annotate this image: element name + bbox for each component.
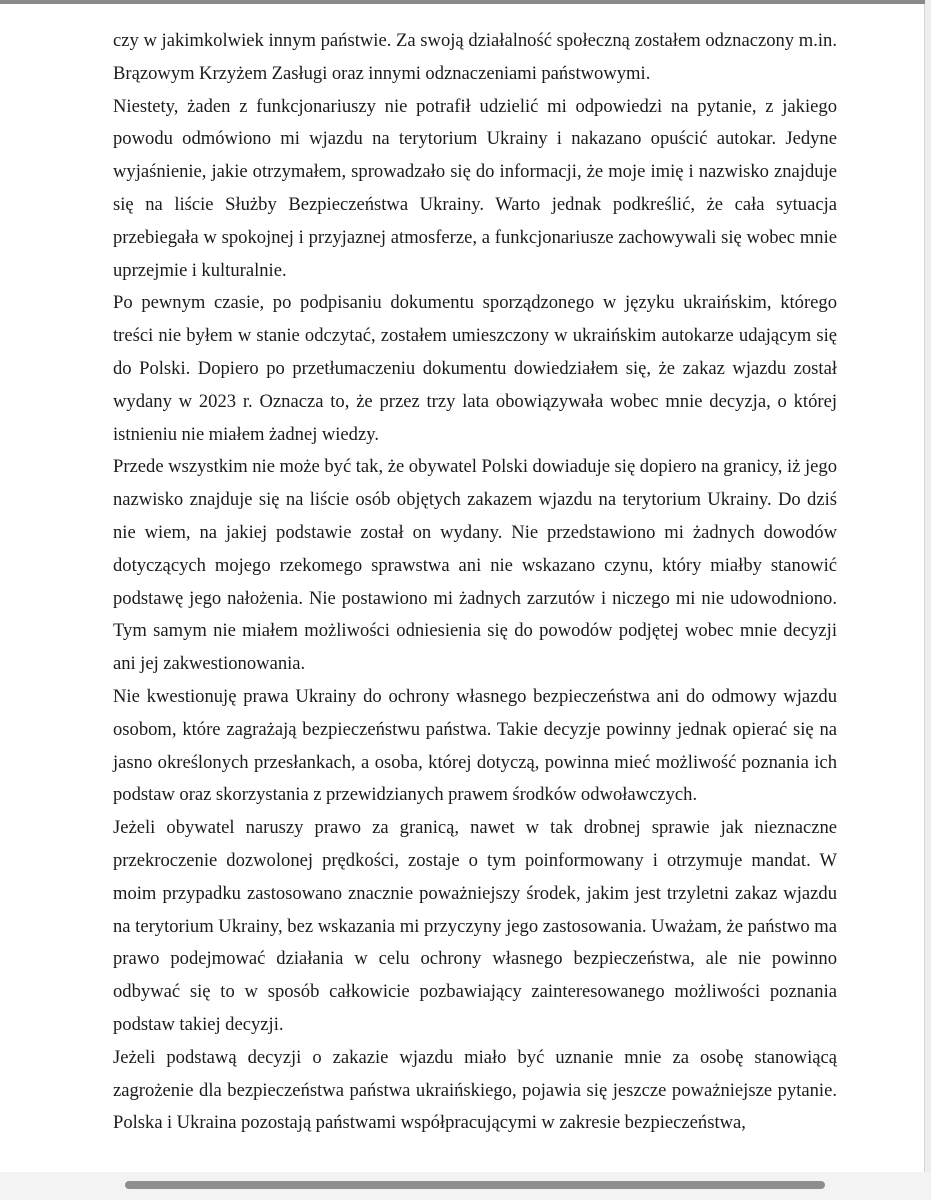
paragraph-6: Jeżeli obywatel naruszy prawo za granicą, nawet w tak drobnej sprawie jak nieznaczne przekroczenie dozwolonej prędkości, zostaje o tym poinformowany i otrzymuje mandat. W moim przypadku zastosowano znacznie poważniejszy środek, jakim jest trzyletni zakaz wjazdu na terytorium Ukrainy, bez wskazania mi przyczyny jego zastosowania. Uważam, że państwo ma prawo podejmować działania w celu ochrony własnego bezpieczeństwa, ale nie powinno odbywać się to w sposób całkowicie pozbawiający zainteresowanego możliwości poznania podstaw takiej decyzji. [113,817,837,1035]
paragraph-7: Jeżeli podstawą decyzji o zakazie wjazdu miało być uznanie mnie za osobę stanowiącą zagrożenie dla bezpieczeństwa państwa ukraińskiego, pojawia się jeszcze poważniejsze pytanie. Polska i Ukraina pozostają państwami współpracującymi w zakresie bezpieczeństwa, [113,1046,837,1134]
paragraph-1: czy w jakimkolwiek innym państwie. Za swoją działalność społeczną zostałem odznaczony m.in. Brązowym Krzyżem Zasługi oraz innymi odznaczeniami państwowymi. [113,30,837,84]
horizontal-scrollbar-thumb[interactable] [125,1181,825,1189]
document-page [0,4,925,1172]
document-body [113,25,837,1140]
paragraph-3: Po pewnym czasie, po podpisaniu dokumentu sporządzonego w języku ukraińskim, którego treści nie byłem w stanie odczytać, zostałem umieszczony w ukraińskim autokarze udającym się do Polski. Dopiero po przetłumaczeniu dokumentu dowiedziałem się, że zakaz wjazdu został wydany w 2023 r. Oznacza to, że przez trzy lata obowiązywała wobec mnie decyzja, o której istnieniu nie miałem żadnej wiedzy. [113,292,837,445]
paragraph-5: Nie kwestionuję prawa Ukrainy do ochrony własnego bezpieczeństwa ani do odmowy wjazdu osobom, które zagrażają bezpieczeństwu państwa. Takie decyzje powinny jednak opierać się na jasno określonych przesłankach, a osoba, której dotyczą, powinna mieć możliwość poznania ich podstaw oraz skorzystania z przewidzianych prawem środków odwoławczych. [113,685,837,806]
paragraph-4: Przede wszystkim nie może być tak, że obywatel Polski dowiaduje się dopiero na granicy, iż jego nazwisko znajduje się na liście osób objętych zakazem wjazdu na terytorium Ukrainy. Do dziś nie wiem, na jakiej podstawie został on wydany. Nie przedstawiono mi żadnych dowodów dotyczących mojego rzekomego sprawstwa ani nie wskazano czynu, który miałby stanowić podstawę jego nałożenia. Nie postawiono mi żadnych zarzutów i niczego mi nie udowodniono. Tym samym nie miałem możliwości odniesienia się do powodów podjętej wobec mnie decyzji ani jej zakwestionowania. [113,456,837,675]
paragraph-2: Niestety, żaden z funkcjonariuszy nie potrafił udzielić mi odpowiedzi na pytanie, z jakiego powodu odmówiono mi wjazdu na terytorium Ukrainy i nakazano opuścić autokar. Jedyne wyjaśnienie, jakie otrzymałem, sprowadzało się do informacji, że moje imię i nazwisko znajduje się na liście Służby Bezpieczeństwa Ukrainy. Warto jednak podkreślić, że cała sytuacja przebiegała w spokojnej i przyjaznej atmosferze, a funkcjonariusze zachowywali się wobec mnie uprzejmie i kulturalnie. [113,95,837,281]
page-right-edge [925,0,931,1172]
